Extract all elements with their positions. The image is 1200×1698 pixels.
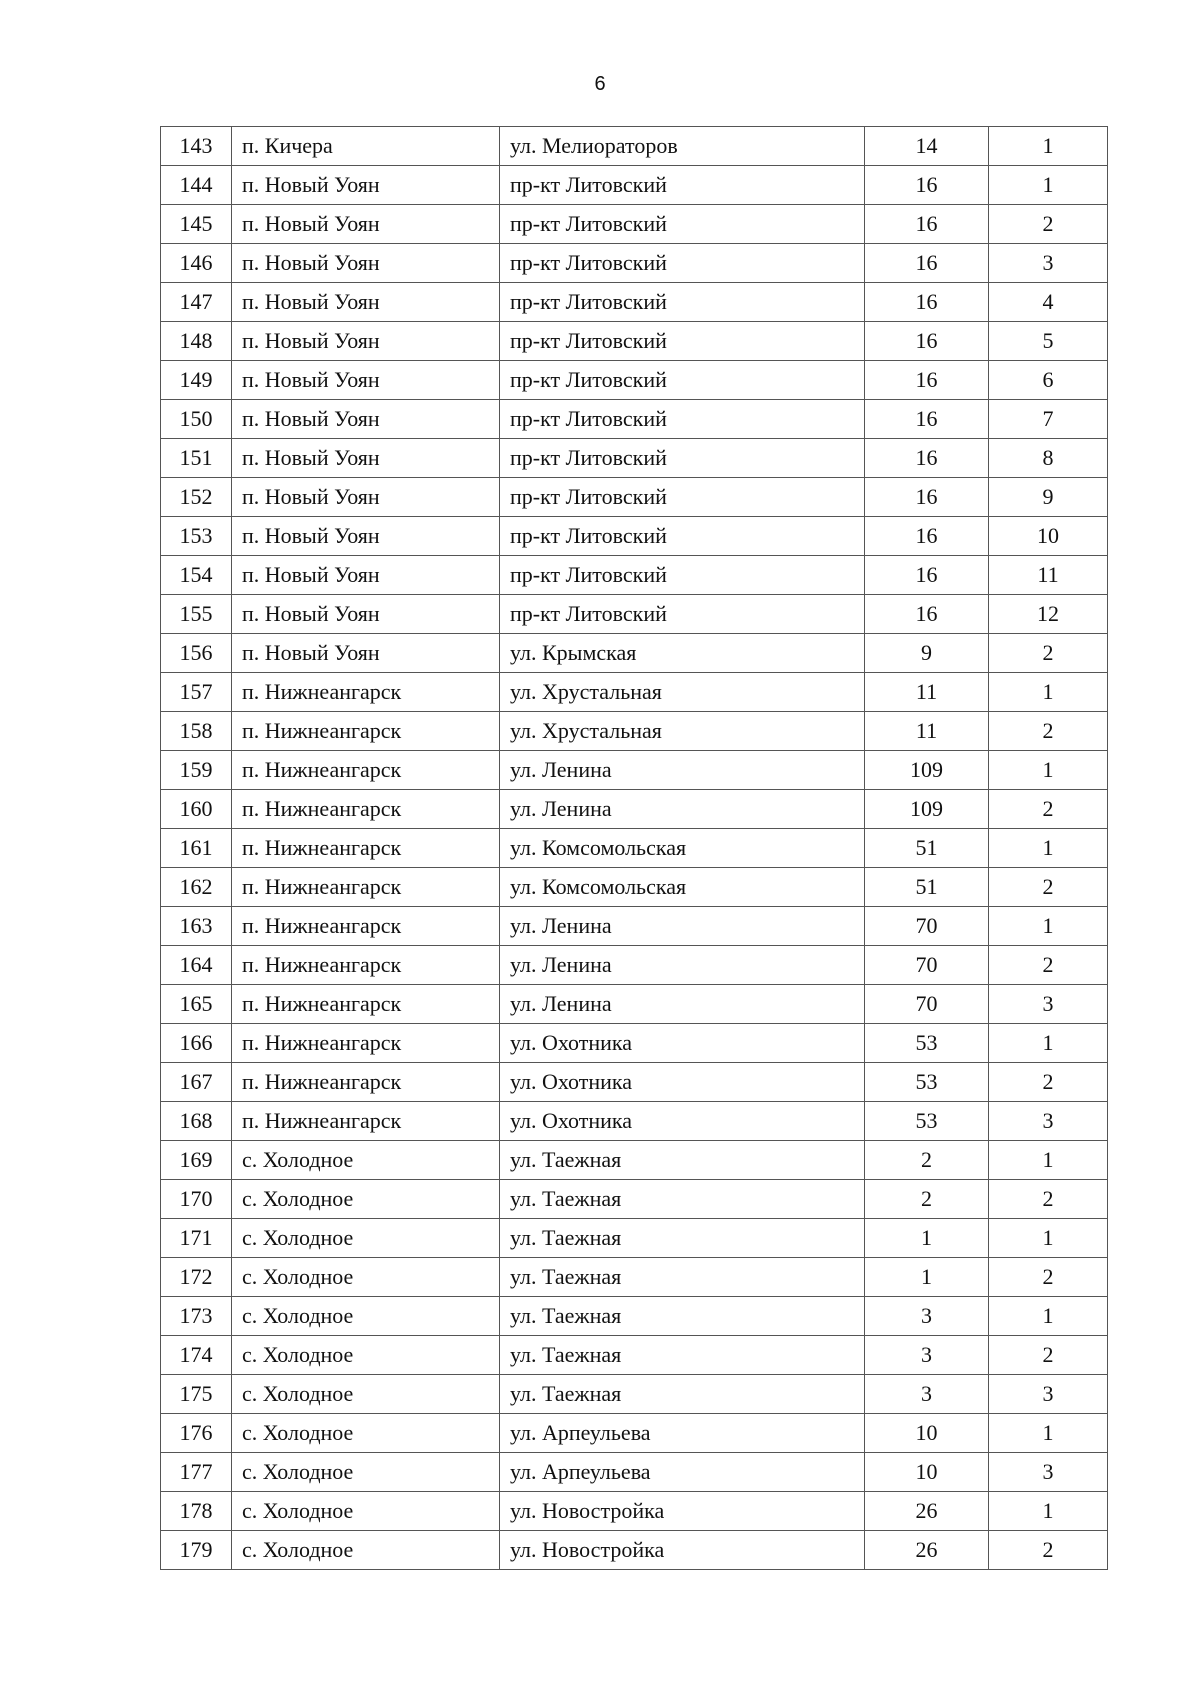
row-number-cell: 148 — [161, 322, 232, 361]
house-number-cell: 109 — [865, 751, 989, 790]
street-cell: ул. Хрустальная — [500, 712, 865, 751]
apartment-number-cell: 2 — [989, 946, 1108, 985]
house-number-cell: 51 — [865, 868, 989, 907]
row-number-cell: 178 — [161, 1492, 232, 1531]
row-number-cell: 173 — [161, 1297, 232, 1336]
street-cell: ул. Таежная — [500, 1219, 865, 1258]
apartment-number-cell: 3 — [989, 1102, 1108, 1141]
row-number-cell: 153 — [161, 517, 232, 556]
table-row — [161, 1180, 1108, 1219]
apartment-number-cell: 2 — [989, 1531, 1108, 1570]
row-number-cell: 162 — [161, 868, 232, 907]
street-cell: ул. Арпеульева — [500, 1453, 865, 1492]
house-number-cell: 10 — [865, 1453, 989, 1492]
house-number-cell: 16 — [865, 595, 989, 634]
table-row — [161, 439, 1108, 478]
table-row — [161, 1453, 1108, 1492]
settlement-cell: п. Новый Уоян — [232, 361, 500, 400]
street-cell: ул. Таежная — [500, 1297, 865, 1336]
row-number-cell: 155 — [161, 595, 232, 634]
house-number-cell: 26 — [865, 1531, 989, 1570]
row-number-cell: 161 — [161, 829, 232, 868]
row-number-cell: 164 — [161, 946, 232, 985]
house-number-cell: 70 — [865, 946, 989, 985]
house-number-cell: 1 — [865, 1258, 989, 1297]
apartment-number-cell: 1 — [989, 1297, 1108, 1336]
street-cell: ул. Охотника — [500, 1102, 865, 1141]
table-row — [161, 478, 1108, 517]
house-number-cell: 11 — [865, 712, 989, 751]
table-row — [161, 907, 1108, 946]
house-number-cell: 53 — [865, 1102, 989, 1141]
row-number-cell: 149 — [161, 361, 232, 400]
row-number-cell: 165 — [161, 985, 232, 1024]
street-cell: ул. Новостройка — [500, 1492, 865, 1531]
house-number-cell: 3 — [865, 1375, 989, 1414]
settlement-cell: п. Новый Уоян — [232, 244, 500, 283]
row-number-cell: 177 — [161, 1453, 232, 1492]
settlement-cell: п. Нижнеангарск — [232, 673, 500, 712]
settlement-cell: п. Новый Уоян — [232, 478, 500, 517]
apartment-number-cell: 1 — [989, 1024, 1108, 1063]
settlement-cell: с. Холодное — [232, 1219, 500, 1258]
apartment-number-cell: 8 — [989, 439, 1108, 478]
street-cell: ул. Комсомольская — [500, 868, 865, 907]
table-row — [161, 946, 1108, 985]
street-cell: пр-кт Литовский — [500, 517, 865, 556]
settlement-cell: п. Нижнеангарск — [232, 790, 500, 829]
house-number-cell: 14 — [865, 127, 989, 166]
house-number-cell: 109 — [865, 790, 989, 829]
street-cell: ул. Таежная — [500, 1180, 865, 1219]
apartment-number-cell: 1 — [989, 673, 1108, 712]
settlement-cell: п. Новый Уоян — [232, 166, 500, 205]
table-row — [161, 1102, 1108, 1141]
street-cell: пр-кт Литовский — [500, 439, 865, 478]
row-number-cell: 147 — [161, 283, 232, 322]
settlement-cell: п. Новый Уоян — [232, 595, 500, 634]
street-cell: ул. Комсомольская — [500, 829, 865, 868]
settlement-cell: п. Новый Уоян — [232, 205, 500, 244]
row-number-cell: 167 — [161, 1063, 232, 1102]
settlement-cell: с. Холодное — [232, 1453, 500, 1492]
street-cell: ул. Арпеульева — [500, 1414, 865, 1453]
street-cell: пр-кт Литовский — [500, 283, 865, 322]
table-row — [161, 283, 1108, 322]
row-number-cell: 170 — [161, 1180, 232, 1219]
table-row — [161, 400, 1108, 439]
table-row — [161, 205, 1108, 244]
row-number-cell: 150 — [161, 400, 232, 439]
row-number-cell: 169 — [161, 1141, 232, 1180]
row-number-cell: 154 — [161, 556, 232, 595]
street-cell: пр-кт Литовский — [500, 166, 865, 205]
settlement-cell: п. Нижнеангарск — [232, 946, 500, 985]
street-cell: ул. Таежная — [500, 1336, 865, 1375]
street-cell: пр-кт Литовский — [500, 244, 865, 283]
settlement-cell: с. Холодное — [232, 1531, 500, 1570]
table-row — [161, 1414, 1108, 1453]
address-table-body — [161, 127, 1108, 1570]
street-cell: ул. Охотника — [500, 1024, 865, 1063]
row-number-cell: 179 — [161, 1531, 232, 1570]
apartment-number-cell: 1 — [989, 1492, 1108, 1531]
table-row — [161, 517, 1108, 556]
table-row — [161, 790, 1108, 829]
apartment-number-cell: 6 — [989, 361, 1108, 400]
row-number-cell: 160 — [161, 790, 232, 829]
street-cell: ул. Ленина — [500, 985, 865, 1024]
apartment-number-cell: 1 — [989, 166, 1108, 205]
table-row — [161, 1336, 1108, 1375]
house-number-cell: 16 — [865, 478, 989, 517]
street-cell: ул. Мелиораторов — [500, 127, 865, 166]
street-cell: ул. Хрустальная — [500, 673, 865, 712]
street-cell: пр-кт Литовский — [500, 595, 865, 634]
settlement-cell: с. Холодное — [232, 1336, 500, 1375]
apartment-number-cell: 3 — [989, 244, 1108, 283]
apartment-number-cell: 2 — [989, 790, 1108, 829]
house-number-cell: 70 — [865, 907, 989, 946]
row-number-cell: 174 — [161, 1336, 232, 1375]
apartment-number-cell: 3 — [989, 1453, 1108, 1492]
apartment-number-cell: 1 — [989, 751, 1108, 790]
house-number-cell: 16 — [865, 322, 989, 361]
settlement-cell: с. Холодное — [232, 1180, 500, 1219]
settlement-cell: п. Нижнеангарск — [232, 712, 500, 751]
apartment-number-cell: 2 — [989, 1336, 1108, 1375]
house-number-cell: 53 — [865, 1024, 989, 1063]
apartment-number-cell: 7 — [989, 400, 1108, 439]
table-row — [161, 595, 1108, 634]
street-cell: пр-кт Литовский — [500, 322, 865, 361]
street-cell: ул. Таежная — [500, 1258, 865, 1297]
row-number-cell: 166 — [161, 1024, 232, 1063]
apartment-number-cell: 9 — [989, 478, 1108, 517]
table-row — [161, 673, 1108, 712]
table-row — [161, 1258, 1108, 1297]
settlement-cell: п. Нижнеангарск — [232, 1024, 500, 1063]
settlement-cell: п. Нижнеангарск — [232, 829, 500, 868]
row-number-cell: 145 — [161, 205, 232, 244]
row-number-cell: 163 — [161, 907, 232, 946]
table-row — [161, 1219, 1108, 1258]
table-row — [161, 1492, 1108, 1531]
house-number-cell: 11 — [865, 673, 989, 712]
house-number-cell: 3 — [865, 1336, 989, 1375]
apartment-number-cell: 5 — [989, 322, 1108, 361]
row-number-cell: 168 — [161, 1102, 232, 1141]
table-row — [161, 985, 1108, 1024]
settlement-cell: п. Нижнеангарск — [232, 868, 500, 907]
settlement-cell: с. Холодное — [232, 1297, 500, 1336]
house-number-cell: 16 — [865, 205, 989, 244]
row-number-cell: 156 — [161, 634, 232, 673]
apartment-number-cell: 11 — [989, 556, 1108, 595]
table-row — [161, 829, 1108, 868]
house-number-cell: 16 — [865, 166, 989, 205]
house-number-cell: 16 — [865, 400, 989, 439]
settlement-cell: п. Новый Уоян — [232, 556, 500, 595]
house-number-cell: 2 — [865, 1141, 989, 1180]
house-number-cell: 16 — [865, 361, 989, 400]
table-row — [161, 868, 1108, 907]
apartment-number-cell: 1 — [989, 1414, 1108, 1453]
row-number-cell: 143 — [161, 127, 232, 166]
apartment-number-cell: 2 — [989, 868, 1108, 907]
street-cell: пр-кт Литовский — [500, 205, 865, 244]
street-cell: ул. Охотника — [500, 1063, 865, 1102]
settlement-cell: с. Холодное — [232, 1141, 500, 1180]
apartment-number-cell: 1 — [989, 1219, 1108, 1258]
settlement-cell: п. Новый Уоян — [232, 400, 500, 439]
house-number-cell: 1 — [865, 1219, 989, 1258]
apartment-number-cell: 1 — [989, 829, 1108, 868]
page-number: 6 — [594, 73, 606, 95]
table-row — [161, 166, 1108, 205]
table-row — [161, 1297, 1108, 1336]
apartment-number-cell: 10 — [989, 517, 1108, 556]
house-number-cell: 9 — [865, 634, 989, 673]
row-number-cell: 152 — [161, 478, 232, 517]
row-number-cell: 172 — [161, 1258, 232, 1297]
street-cell: пр-кт Литовский — [500, 478, 865, 517]
apartment-number-cell: 4 — [989, 283, 1108, 322]
table-row — [161, 244, 1108, 283]
settlement-cell: с. Холодное — [232, 1414, 500, 1453]
apartment-number-cell: 12 — [989, 595, 1108, 634]
row-number-cell: 176 — [161, 1414, 232, 1453]
street-cell: ул. Ленина — [500, 907, 865, 946]
apartment-number-cell: 2 — [989, 1258, 1108, 1297]
street-cell: ул. Ленина — [500, 751, 865, 790]
settlement-cell: с. Холодное — [232, 1258, 500, 1297]
row-number-cell: 175 — [161, 1375, 232, 1414]
apartment-number-cell: 2 — [989, 1063, 1108, 1102]
apartment-number-cell: 1 — [989, 127, 1108, 166]
settlement-cell: п. Нижнеангарск — [232, 1102, 500, 1141]
table-row — [161, 634, 1108, 673]
house-number-cell: 16 — [865, 556, 989, 595]
row-number-cell: 157 — [161, 673, 232, 712]
street-cell: ул. Крымская — [500, 634, 865, 673]
apartment-number-cell: 2 — [989, 712, 1108, 751]
table-row — [161, 127, 1108, 166]
row-number-cell: 146 — [161, 244, 232, 283]
row-number-cell: 171 — [161, 1219, 232, 1258]
street-cell: ул. Ленина — [500, 790, 865, 829]
table-row — [161, 1141, 1108, 1180]
table-row — [161, 361, 1108, 400]
street-cell: ул. Таежная — [500, 1141, 865, 1180]
row-number-cell: 151 — [161, 439, 232, 478]
house-number-cell: 51 — [865, 829, 989, 868]
apartment-number-cell: 2 — [989, 1180, 1108, 1219]
settlement-cell: с. Холодное — [232, 1492, 500, 1531]
street-cell: ул. Новостройка — [500, 1531, 865, 1570]
settlement-cell: п. Новый Уоян — [232, 634, 500, 673]
table-row — [161, 1531, 1108, 1570]
house-number-cell: 16 — [865, 517, 989, 556]
house-number-cell: 26 — [865, 1492, 989, 1531]
apartment-number-cell: 3 — [989, 985, 1108, 1024]
apartment-number-cell: 1 — [989, 1141, 1108, 1180]
settlement-cell: п. Нижнеангарск — [232, 1063, 500, 1102]
settlement-cell: с. Холодное — [232, 1375, 500, 1414]
table-row — [161, 556, 1108, 595]
apartment-number-cell: 3 — [989, 1375, 1108, 1414]
table-row — [161, 1024, 1108, 1063]
house-number-cell: 3 — [865, 1297, 989, 1336]
apartment-number-cell: 2 — [989, 205, 1108, 244]
settlement-cell: п. Кичера — [232, 127, 500, 166]
table-row — [161, 1375, 1108, 1414]
row-number-cell: 144 — [161, 166, 232, 205]
settlement-cell: п. Новый Уоян — [232, 439, 500, 478]
house-number-cell: 70 — [865, 985, 989, 1024]
table-row — [161, 322, 1108, 361]
address-table — [160, 126, 1108, 1570]
street-cell: пр-кт Литовский — [500, 556, 865, 595]
street-cell: пр-кт Литовский — [500, 400, 865, 439]
row-number-cell: 159 — [161, 751, 232, 790]
apartment-number-cell: 1 — [989, 907, 1108, 946]
house-number-cell: 2 — [865, 1180, 989, 1219]
house-number-cell: 53 — [865, 1063, 989, 1102]
settlement-cell: п. Новый Уоян — [232, 322, 500, 361]
apartment-number-cell: 2 — [989, 634, 1108, 673]
street-cell: ул. Таежная — [500, 1375, 865, 1414]
table-row — [161, 712, 1108, 751]
settlement-cell: п. Новый Уоян — [232, 283, 500, 322]
row-number-cell: 158 — [161, 712, 232, 751]
table-row — [161, 1063, 1108, 1102]
settlement-cell: п. Нижнеангарск — [232, 751, 500, 790]
house-number-cell: 16 — [865, 283, 989, 322]
street-cell: пр-кт Литовский — [500, 361, 865, 400]
table-row — [161, 751, 1108, 790]
settlement-cell: п. Нижнеангарск — [232, 907, 500, 946]
settlement-cell: п. Нижнеангарск — [232, 985, 500, 1024]
house-number-cell: 16 — [865, 244, 989, 283]
house-number-cell: 10 — [865, 1414, 989, 1453]
street-cell: ул. Ленина — [500, 946, 865, 985]
house-number-cell: 16 — [865, 439, 989, 478]
settlement-cell: п. Новый Уоян — [232, 517, 500, 556]
